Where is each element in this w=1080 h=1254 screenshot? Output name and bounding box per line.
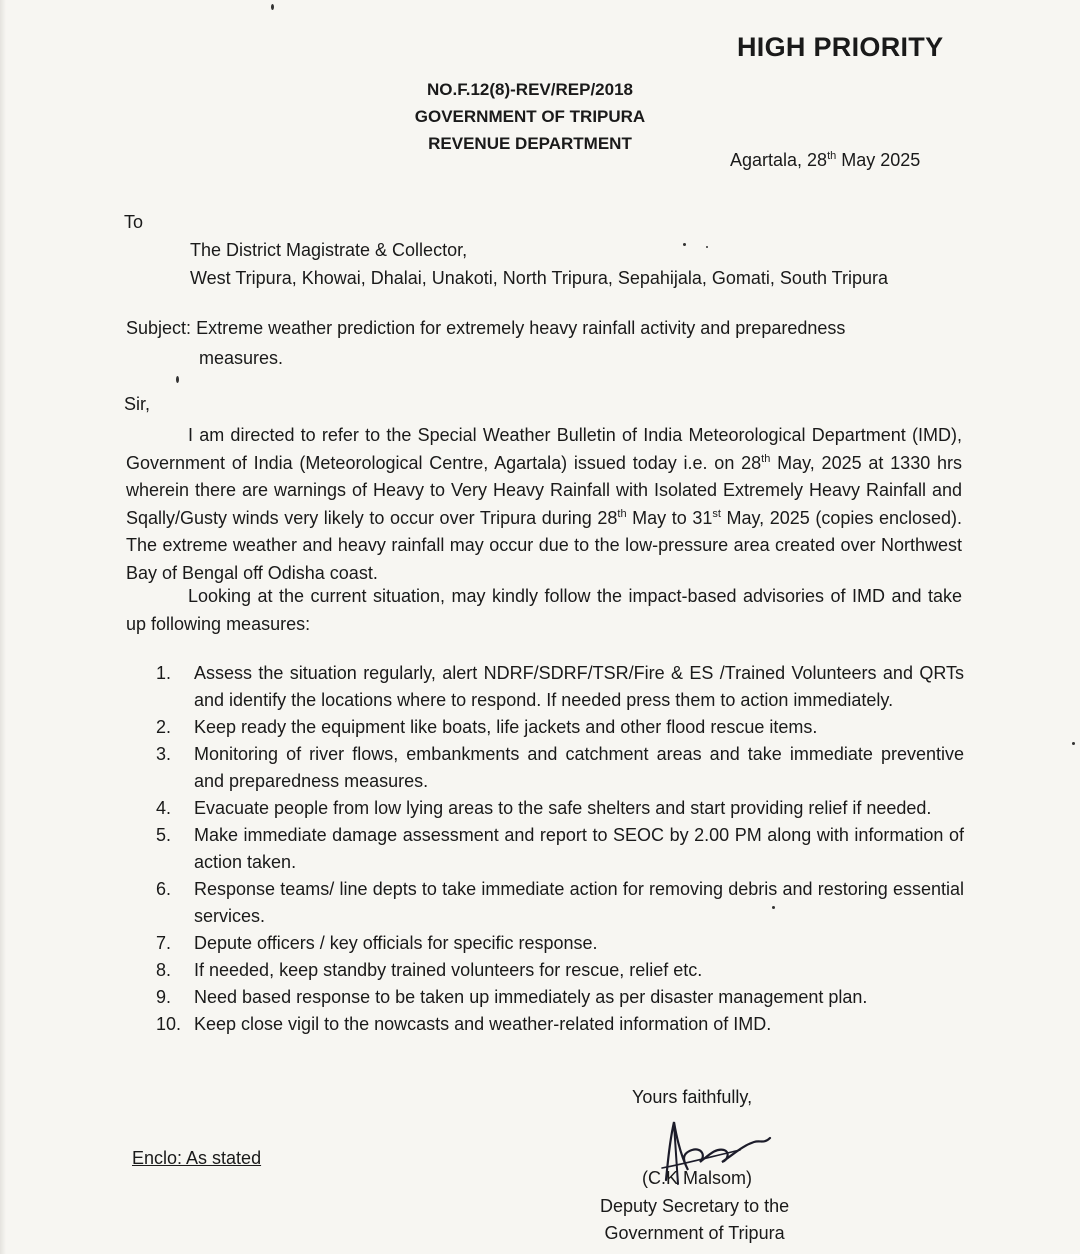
para1-sup-b: th: [617, 507, 627, 520]
list-item-number: 3.: [156, 744, 172, 764]
scan-speck: [772, 906, 775, 909]
subject-label: Subject:: [126, 318, 192, 338]
list-item-number: 8.: [156, 960, 172, 980]
dateline-month-year: May 2025: [836, 150, 921, 170]
dateline-place-day: Agartala, 28: [730, 150, 828, 170]
body-paragraph-2: Looking at the current situation, may kindly follow the impact-based advisories of IMD and take up following measures:: [126, 586, 962, 634]
list-item-text: Keep ready the equipment like boats, life jackets and other flood rescue items.: [194, 717, 818, 737]
enclosure-note: Enclo: As stated: [132, 1148, 262, 1168]
designation-line-1: Deputy Secretary to the: [600, 1196, 790, 1216]
list-item-number: 9.: [156, 987, 172, 1007]
addressee: [190, 236, 888, 292]
para1-sup-c: st: [712, 507, 721, 520]
addressee-title: The District Magistrate & Collector,: [190, 240, 468, 260]
list-item: [156, 741, 964, 795]
list-item-number: 5.: [156, 825, 172, 845]
list-item: [156, 930, 964, 957]
list-item: [156, 660, 964, 714]
scan-speck: [271, 4, 274, 10]
list-item-text: Need based response to be taken up immediately as per disaster management plan.: [194, 987, 868, 1007]
list-item-text: Evacuate people from low lying areas to the safe shelters and start providing relief if needed.: [194, 798, 932, 818]
para1-text-b: May, 2025 at 1330 hrs wherein there are warnings of Heavy to Very Heavy Rainfall with Isolated Extremely Heavy Rainfall and Sqally/Gusty winds very likely to occur over Tripura during 28: [126, 452, 963, 528]
file-number: NO.F.12(8)-REV/REP/2018: [427, 80, 633, 99]
to-label: To: [124, 212, 144, 232]
list-item-text: Keep close vigil to the nowcasts and weather-related information of IMD.: [194, 1014, 772, 1034]
list-item-number: 1.: [156, 663, 172, 683]
designation-line-2: Government of Tripura: [604, 1223, 785, 1243]
list-item-text: Depute officers / key officials for specific response.: [194, 933, 598, 953]
dateline-day-suffix: th: [827, 150, 837, 162]
body-paragraph-1: [126, 422, 962, 588]
list-item: [156, 957, 964, 984]
list-item-number: 7.: [156, 933, 172, 953]
dateline: [730, 150, 920, 171]
addressee-districts: West Tripura, Khowai, Dhalai, Unakoti, North Tripura, Sepahijala, Gomati, South Tripura: [190, 268, 888, 288]
list-item: [156, 822, 964, 876]
list-item: [156, 984, 964, 1011]
list-item: [156, 1011, 964, 1038]
list-item-number: 4.: [156, 798, 172, 818]
subject-line: [126, 313, 956, 373]
signatory-name: (C.K Malsom): [642, 1168, 753, 1188]
measures-list: [156, 660, 964, 1038]
list-item-text: Monitoring of river flows, embankments and catchment areas and take immediate preventive and preparedness measures.: [194, 744, 964, 791]
scan-speck: [706, 246, 708, 248]
subject-text-line2: measures.: [199, 348, 284, 368]
list-item-text: Response teams/ line depts to take immediate action for removing debris and restoring essential services.: [194, 879, 964, 926]
list-item: [156, 876, 964, 930]
scan-speck: [683, 243, 686, 246]
list-item-text: Make immediate damage assessment and report to SEOC by 2.00 PM along with information of action taken.: [194, 825, 964, 872]
para1-sup-a: th: [761, 452, 771, 465]
government-name: GOVERNMENT OF TRIPURA: [414, 107, 646, 126]
closing-line: Yours faithfully,: [632, 1087, 753, 1107]
letter-header: [330, 76, 730, 157]
para1-text-c: May to 31: [626, 507, 713, 528]
para1-text-a: I am directed to refer to the Special Weather Bulletin of India Meteorological Department (IMD), Government of India (Meteorological Centre, Agartala) issued today i.e. on 28: [126, 425, 962, 473]
department-name: REVENUE DEPARTMENT: [428, 134, 632, 153]
signatory-designation: [600, 1193, 789, 1247]
scan-speck: [1072, 742, 1075, 745]
subject-text-line1: Extreme weather prediction for extremely heavy rainfall activity and preparedness: [196, 318, 846, 338]
priority-label: HIGH PRIORITY: [737, 32, 944, 62]
list-item-number: 2.: [156, 717, 172, 737]
scan-edge-shadow: [0, 0, 6, 1254]
list-item: [156, 795, 964, 822]
salutation: Sir,: [124, 394, 151, 414]
list-item: [156, 714, 964, 741]
list-item-number: 10.: [156, 1014, 182, 1034]
list-item-text: Assess the situation regularly, alert NDRF/SDRF/TSR/Fire & ES /Trained Volunteers and QRTs and identify the locations where to respond. If needed press them to action immediately.: [194, 663, 964, 710]
list-item-text: If needed, keep standby trained volunteers for rescue, relief etc.: [194, 960, 703, 980]
scan-speck: [176, 376, 179, 383]
para1-text-d: May, 2025 (copies enclosed). The extreme weather and heavy rainfall may occur due to the low-pressure area created over Northwest Bay of Bengal off Odisha coast.: [126, 507, 963, 583]
list-item-number: 6.: [156, 879, 172, 899]
